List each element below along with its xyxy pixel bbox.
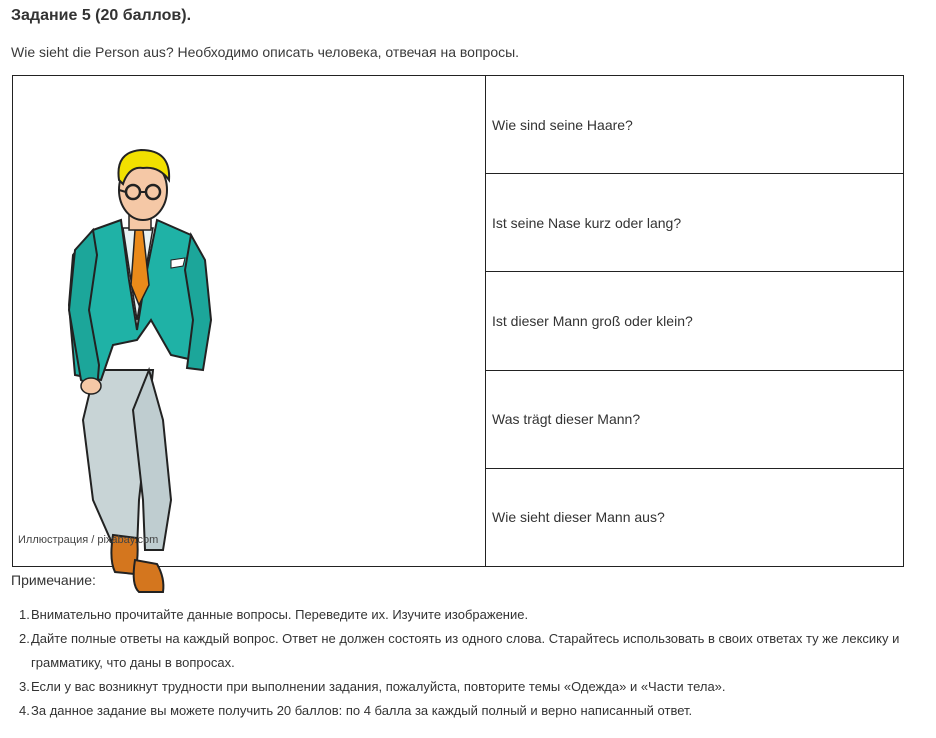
task-title: Задание 5 (20 баллов). bbox=[11, 7, 192, 24]
list-item-text: За данное задание вы можете получить 20 баллов: по 4 балла за каждый полный и верно написанный ответ. bbox=[31, 703, 693, 718]
list-item bbox=[13, 603, 913, 627]
list-item-number: 2. bbox=[19, 631, 30, 646]
man-illustration bbox=[53, 80, 223, 595]
image-credit: Иллюстрация / pixabay.com bbox=[18, 534, 159, 546]
list-item-text: Если у вас возникнут трудности при выполнении задания, пожалуйста, повторите темы «Одежда» и «Части тела». bbox=[31, 679, 726, 694]
list-item bbox=[13, 627, 913, 675]
list-item-number: 3. bbox=[19, 679, 30, 694]
list-item-number: 1. bbox=[19, 607, 30, 622]
question-cell: Ist seine Nase kurz oder lang? bbox=[486, 174, 903, 272]
list-item-text: Дайте полные ответы на каждый вопрос. Ответ не должен состоять из одного слова. Старайтесь использовать в своих ответах ту же лексику и грамматику, что даны в вопросах. bbox=[31, 631, 900, 670]
task-intro: Wie sieht die Person aus? Необходимо описать человека, отвечая на вопросы. bbox=[11, 44, 520, 60]
task-table bbox=[12, 75, 904, 567]
note-label: Примечание: bbox=[11, 572, 96, 588]
question-cell: Ist dieser Mann groß oder klein? bbox=[486, 272, 903, 370]
list-item-text: Внимательно прочитайте данные вопросы. Переведите их. Изучите изображение. bbox=[31, 607, 529, 622]
question-cell: Was trägt dieser Mann? bbox=[486, 371, 903, 469]
question-cell: Wie sieht dieser Mann aus? bbox=[492, 509, 665, 526]
list-item-number: 4. bbox=[19, 703, 30, 718]
questions-column bbox=[486, 76, 903, 566]
question-cell: Wie sind seine Haare? bbox=[486, 76, 903, 174]
notes-list bbox=[13, 603, 913, 723]
image-cell bbox=[13, 76, 486, 566]
list-item bbox=[13, 675, 913, 699]
list-item bbox=[13, 699, 913, 723]
